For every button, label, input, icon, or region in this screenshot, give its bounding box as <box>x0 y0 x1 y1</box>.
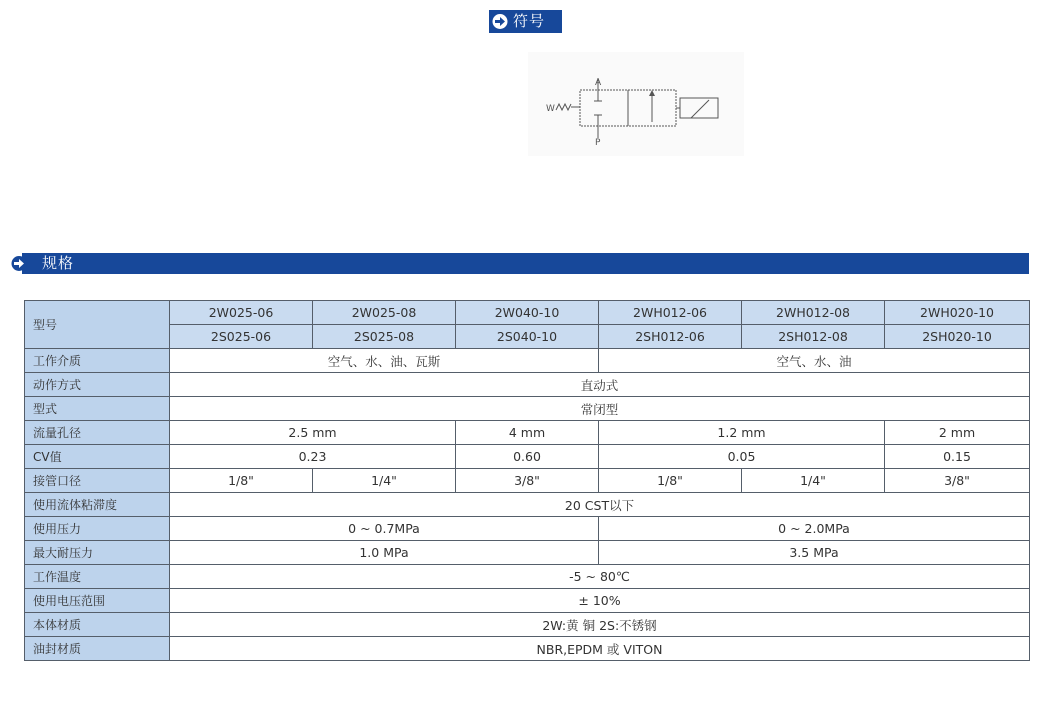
model-row-w <box>25 301 1030 325</box>
model-cell: 2SH012-08 <box>742 325 885 349</box>
spec-value-cell: 0.05 <box>599 445 885 469</box>
spec-value-cell: 3.5 MPa <box>599 541 1030 565</box>
spec-row-label: 油封材质 <box>25 637 170 661</box>
spec-row <box>25 589 1030 613</box>
spec-row <box>25 517 1030 541</box>
spec-value-cell: 1/8" <box>599 469 742 493</box>
arrow-right-icon <box>491 13 509 30</box>
spec-row-label: 工作温度 <box>25 565 170 589</box>
spec-row-label: 最大耐压力 <box>25 541 170 565</box>
spec-row <box>25 613 1030 637</box>
spec-value-cell: NBR,EPDM 或 VITON <box>170 637 1030 661</box>
spec-value-cell: 1/4" <box>742 469 885 493</box>
spec-value-cell: 1/8" <box>170 469 313 493</box>
spec-row <box>25 493 1030 517</box>
spec-value-cell: 0.15 <box>885 445 1030 469</box>
model-cell: 2SH012-06 <box>599 325 742 349</box>
model-cell: 2WH020-10 <box>885 301 1030 325</box>
model-cell: 2WH012-06 <box>599 301 742 325</box>
model-cell: 2W025-06 <box>170 301 313 325</box>
spec-value-cell: 3/8" <box>885 469 1030 493</box>
spec-row-label: 工作介质 <box>25 349 170 373</box>
arrow-right-icon <box>10 255 28 272</box>
model-cell: 2W040-10 <box>456 301 599 325</box>
spec-value-cell: 2W:黄 铜 2S:不锈钢 <box>170 613 1030 637</box>
model-cell: 2W025-08 <box>313 301 456 325</box>
spec-value-cell: 4 mm <box>456 421 599 445</box>
spec-row-label: 流量孔径 <box>25 421 170 445</box>
symbol-section-title: 符号 <box>513 12 546 30</box>
port-p-label: P <box>595 138 601 148</box>
spec-value-cell: ± 10% <box>170 589 1030 613</box>
spec-row <box>25 373 1030 397</box>
spec-row-label: 使用压力 <box>25 517 170 541</box>
spec-row-label: 使用流体粘滞度 <box>25 493 170 517</box>
spec-value-cell: 常闭型 <box>170 397 1030 421</box>
model-row-s <box>25 325 1030 349</box>
spec-value-cell: 0 ~ 2.0MPa <box>599 517 1030 541</box>
spring-label: W <box>546 104 555 114</box>
spec-row-label: 动作方式 <box>25 373 170 397</box>
spec-row <box>25 421 1030 445</box>
spec-row-label: 使用电压范围 <box>25 589 170 613</box>
spec-value-cell: 0 ~ 0.7MPa <box>170 517 599 541</box>
spec-value-cell: 空气、水、油、瓦斯 <box>170 349 599 373</box>
spec-value-cell: 2.5 mm <box>170 421 456 445</box>
spec-value-cell: 直动式 <box>170 373 1030 397</box>
model-cell: 2WH012-08 <box>742 301 885 325</box>
spec-value-cell: 1.2 mm <box>599 421 885 445</box>
spec-row-label: CV值 <box>25 445 170 469</box>
model-cell: 2S040-10 <box>456 325 599 349</box>
spec-value-cell: 0.60 <box>456 445 599 469</box>
spec-row <box>25 445 1030 469</box>
symbol-section-header <box>489 10 562 33</box>
spec-row <box>25 565 1030 589</box>
model-cell: 2S025-06 <box>170 325 313 349</box>
spec-row-label: 本体材质 <box>25 613 170 637</box>
spec-value-cell: 空气、水、油 <box>599 349 1030 373</box>
model-label: 型号 <box>25 301 170 349</box>
spec-value-cell: 2 mm <box>885 421 1030 445</box>
spec-row <box>25 469 1030 493</box>
spec-table <box>24 300 1030 661</box>
model-cell: 2SH020-10 <box>885 325 1030 349</box>
spec-section-header <box>22 253 1029 274</box>
spec-row <box>25 397 1030 421</box>
spec-row <box>25 637 1030 661</box>
spec-value-cell: 20 CST以下 <box>170 493 1030 517</box>
spec-row-label: 型式 <box>25 397 170 421</box>
spec-value-cell: 1/4" <box>313 469 456 493</box>
port-a-label: A <box>595 78 602 88</box>
valve-symbol-diagram <box>528 52 744 156</box>
spec-value-cell: 1.0 MPa <box>170 541 599 565</box>
model-cell: 2S025-08 <box>313 325 456 349</box>
spec-row <box>25 349 1030 373</box>
spec-section-title: 规格 <box>42 254 75 272</box>
spec-value-cell: 0.23 <box>170 445 456 469</box>
spec-value-cell: 3/8" <box>456 469 599 493</box>
spec-row <box>25 541 1030 565</box>
spec-row-label: 接管口径 <box>25 469 170 493</box>
spec-value-cell: -5 ~ 80℃ <box>170 565 1030 589</box>
